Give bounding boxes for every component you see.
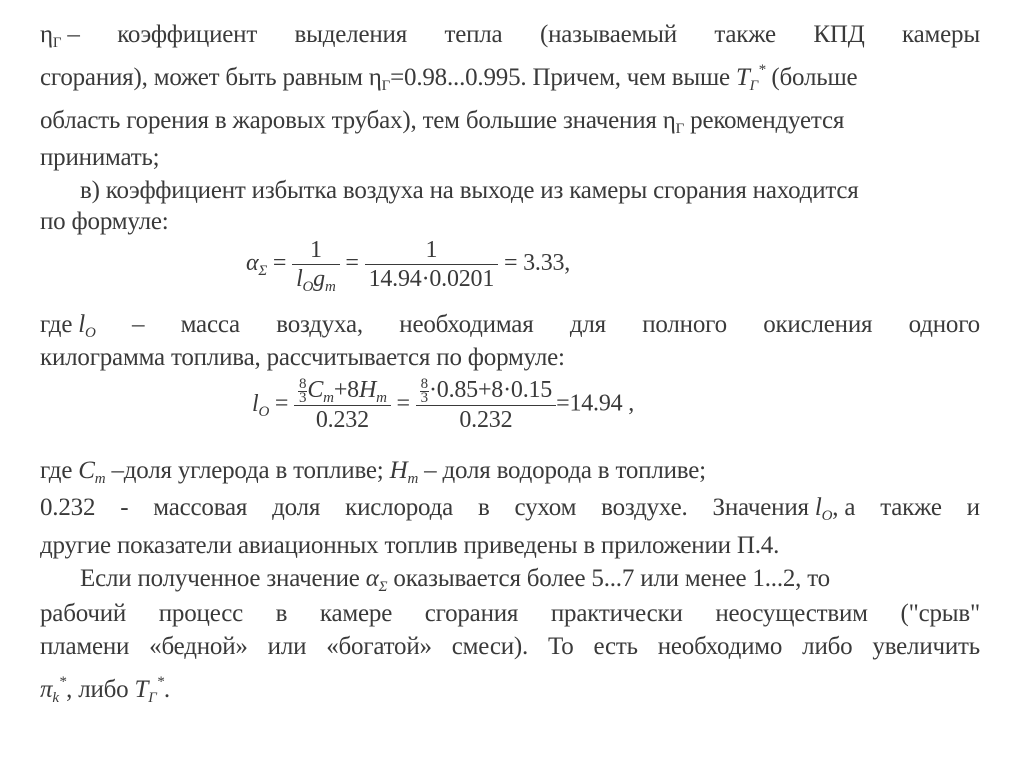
word: - xyxy=(120,494,129,521)
p6-line-1: Если полученное значение $\alpha_\Sigma$ оказывается более 5...7 или менее 1...2, то xyxy=(80,565,830,595)
word: окисления xyxy=(763,311,873,338)
word: необходимая xyxy=(399,311,534,338)
p1-line-4: принимать; xyxy=(40,144,160,171)
word: практически xyxy=(550,600,683,627)
word: То xyxy=(548,633,574,660)
word: «бедной» xyxy=(149,633,248,660)
fraction: $\frac{1}{l_Og_т}$ xyxy=(292,236,340,293)
word: смеси). xyxy=(451,633,529,660)
word: (называемый xyxy=(539,21,677,48)
word: увеличить xyxy=(872,633,980,660)
p1-line-3: область горения в жаровых трубах), тем большие значения $\eta_Г$ рекомендуется xyxy=(40,107,845,137)
word: тепла xyxy=(444,21,503,48)
word: камере xyxy=(319,600,393,627)
word: ("срыв" xyxy=(900,600,980,627)
p2-line-1: в) коэффициент избытка воздуха на выходе из камеры сгорания находится xyxy=(80,177,859,204)
p6-line-3 xyxy=(40,632,980,662)
temperature-symbol: $T_Г^*$ xyxy=(134,674,164,706)
temperature-symbol: $T_Г^*$ xyxy=(735,62,766,94)
fraction: $\frac{8}{3}$ ·0.85+8·0.15 0.232 xyxy=(416,376,556,434)
word: неосуществим xyxy=(715,600,868,627)
p3-line-1: где $l_O$ – масса воздуха, необходимая для полного окисления одного xyxy=(40,311,980,341)
p4-line: где $C_т$ –доля углерода в топливе; $H_т$ – доля водорода в топливе; xyxy=(40,457,706,487)
word: воздуха, xyxy=(276,311,363,338)
p3-line-2: килограмма топлива, рассчитывается по формуле: xyxy=(40,344,565,371)
word: либо xyxy=(802,633,853,660)
word: или xyxy=(267,633,307,660)
equation-alpha: $\alpha_\Sigma$ = $\frac{1}{l_Og_т}$ = $\frac{1}{14.94\cdot 0.0201}$ = 3.33, xyxy=(246,237,571,295)
p1-line-2: сгорания), может быть равным $\eta_Г=0.98...0.995$. Причем, чем выше $T_Г^*$ (больше xyxy=(40,62,858,94)
word: кислорода xyxy=(345,494,454,521)
word: есть xyxy=(593,633,638,660)
word: воздухе. xyxy=(601,494,688,521)
word: полного xyxy=(642,311,727,338)
pi-symbol: $\pi_k^*$ xyxy=(40,674,67,706)
word: сгорания xyxy=(424,600,519,627)
word: выделения xyxy=(294,21,407,48)
word: камеры xyxy=(902,21,980,48)
eta-symbol: $\eta_Г$ xyxy=(368,64,391,94)
p5-line-2: другие показатели авиационных топлив приведены в приложении П.4. xyxy=(40,532,780,559)
word: массовая xyxy=(153,494,248,521)
word: также xyxy=(714,21,776,48)
p6-line-2 xyxy=(40,599,980,629)
word: 0.232 xyxy=(40,494,96,521)
word: КПД xyxy=(813,21,865,48)
word: для xyxy=(569,311,606,338)
word: необходимо xyxy=(657,633,783,660)
word: коэффициент xyxy=(117,21,258,48)
fraction: $\frac{8}{3}$ $C_т+8H_т$ 0.232 xyxy=(294,376,391,434)
word: также xyxy=(880,494,942,521)
word: масса xyxy=(180,311,240,338)
word: сухом xyxy=(514,494,577,521)
word: в xyxy=(478,494,490,521)
word: Значения $l_O$, а xyxy=(712,494,856,524)
word: процесс xyxy=(158,600,244,627)
word: доля xyxy=(272,494,321,521)
eta-symbol: $\eta_Г$ – xyxy=(40,21,80,51)
p2-line-2: по формуле: xyxy=(40,208,169,235)
word: одного xyxy=(908,311,980,338)
equation-lo: $l_O$ = $\frac{8}{3}$ $C_т+8H_т$ 0.232 = $\frac{8}{3}$ ·0.85+8·0.15 0.232 =14.94 , xyxy=(252,375,635,433)
word: – xyxy=(131,311,145,338)
fraction: $\frac{1}{14.94\cdot 0.0201}$ xyxy=(365,236,499,293)
word: и xyxy=(966,494,980,521)
word: в xyxy=(275,600,288,627)
p5-line-1 xyxy=(40,493,980,523)
eta-symbol: $\eta_Г$ xyxy=(662,107,685,137)
word: «богатой» xyxy=(326,633,432,660)
p1-line-1 xyxy=(40,20,980,50)
word: рабочий xyxy=(40,600,127,627)
word: пламени xyxy=(40,633,130,660)
p6-line-4: $\pi_k^*$, либо $T_Г^*$. xyxy=(40,674,170,706)
